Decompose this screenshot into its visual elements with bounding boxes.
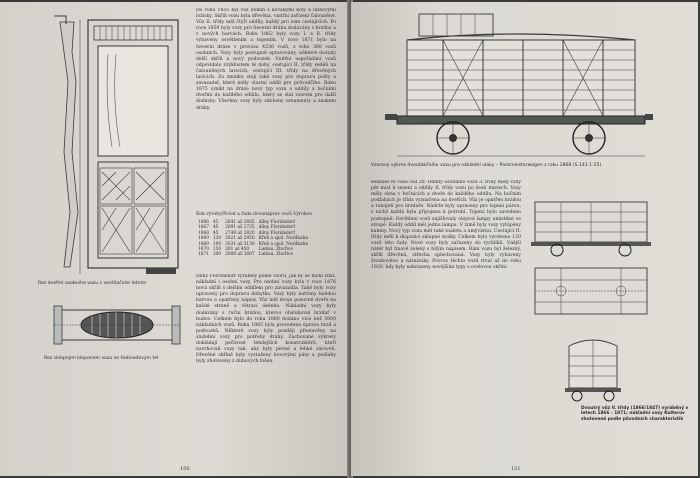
production-table (196, 220, 310, 258)
table-cell: Křeň a spol. Nordbahn (258, 241, 309, 247)
table-cell: Křeň a spol. Nordbahn (258, 236, 309, 242)
table-cell: 150 (212, 247, 222, 253)
table-cell: 3008 až 3607 (225, 252, 255, 258)
table-cell: 301 až 450 (225, 247, 250, 253)
right-text-column: sedadel ve voze čísl 28. Oddíly osobního vozu 3. třídy měly vždy pět míst k sezení a oddíly II. třídy vozu po šesti místech. Vozy měly okna v bočnicích a dveře do každého oddílu. Na bočním podlahách je třída vyznačena na dveřích. Vůz je opatřen brzdou a rukojetí pro brzdaře. Nádrže byly upraveny pro topení párou, z nichž každá byla připojena k potrubí. Topení bylo zavedeno postupně. Osvětlení vozů zajišťovaly olejové lampy umístěné ve stropě. Každý oddíl měl jednu lampu. V zimě byly vozy vytápěny kamny. Nový typ vozu měl také toaletu a umývárnu. Cestující II. třídy měli k dispozici sklopné stolky. Celkem bylo vyrobeno 120 vozů této řady. Nové vozy byly zařazeny do rychlíků. Vnější nátěr byl tmavě zelený s bílým nápisem. Rám vozu byl železný, skříň dřevěná, střecha oplechovaná. Vozy byly vybaveny šroubovkou a nárazníky. Provoz těchto vozů trval až do roku 1920, kdy byly nahrazeny novějšími typy s ocelovou skříní. (371, 180, 521, 271)
table-cell: dílny Floridsdorf (258, 230, 295, 236)
table-cell: 45 (212, 225, 219, 231)
table-cell: 1871 (198, 252, 209, 258)
freight-wagon-drawing (383, 10, 653, 160)
table-cell: 2691 až 2735 (225, 225, 255, 231)
table-cell: 1869 (198, 236, 209, 242)
wagon-end-view-drawing (563, 332, 623, 404)
table-cell: 45 (212, 230, 219, 236)
table-cell: 100 (212, 241, 222, 247)
table-cell: Liebau, Zbořice (258, 247, 293, 253)
table-cell: 130 (212, 236, 222, 242)
table-cell: dílny Floridsdorf (258, 220, 295, 225)
table-row (196, 236, 310, 241)
left-page (0, 2, 349, 476)
table-cell: 1870 (198, 247, 209, 253)
caption-seat-drawing: Rez sklopným kleponem vozu se šedivodovým tel (44, 356, 159, 361)
table-cell: 3031 až 3130 (225, 241, 255, 247)
right-page (351, 2, 698, 476)
right-page-number: 151 (511, 466, 521, 472)
table-row (196, 252, 310, 257)
table-cell: 45 (212, 220, 219, 225)
caption-top-drawing: Vzorový výkres dvoutakčního vozu pro nákladní vlaky – Packmeisterwagen z roku 1868 (S.143 1:25) (371, 163, 602, 168)
wagon-plan-drawing (531, 264, 651, 324)
table-cell: 2821 až 2950 (225, 236, 255, 242)
left-text-column-top: Do roku 1855 byl vůz dodán s kovanými koly a litinovými ložisky. Skříň vozu byla dřevěná, vnitřní zařízení čalouněné. Vůz II. třídy měl čtyři oddíly, každý pro osm cestujících. Po roce 1859 byly vozy pro Severní dráhu dodávány s brzdou a v nových barvách. Roku 1862 byly vozy I. a II. třídy vybaveny osvětlením a topením. V roce 1871 bylo na Severní dráze v provozu 4236 vozů, z toho 360 vozů osobních. Vozy byly postupně upravovány, některé dostaly delší skříň a nový podvozek. Vnitřní uspořádání vozů odpovídalo zvyklostem té doby, cestující II. třídy seděli na čalouněných lavicích, cestující III. třídy na dřevěných lavicích. Za zmínku stojí také vozy pro dopravu pošty a zavazadel, které měly vlastní oddíl pro průvodčího. Roku 1875 vznikl na dráze nový typ vozu s oddíly a bočními dveřmi do každého oddílu, který se stal vzorem pro další dodávky. Všechny vozy byly zdobeny ornamenty a znakem dráhy. (196, 8, 336, 111)
caption-side-drawings: Dvoutrý vůz V. třídy (1866/1847) vyráběný v letech 1866 - 1871; nákladní vozy Kulterov zhotovené podle původních charakteristik (581, 406, 689, 422)
table-cell: 1868 (198, 230, 209, 236)
caption-door-drawing: Rez dvefmi osobniho vozu s ventilačním letním (38, 281, 147, 286)
table-cell: 2749 až 2820 (225, 230, 255, 236)
door-cross-section-drawing (50, 12, 185, 282)
wagon-side-elevation-drawing (531, 198, 651, 258)
table-header: Rok výroby/Počet a řada dvounáprav vozů Výrobce (196, 212, 312, 217)
seat-cross-section-drawing (52, 298, 182, 353)
table-cell: 1869 (198, 241, 209, 247)
table-cell: 1867 (198, 225, 209, 231)
table-cell: Liebau, Zbořice (258, 252, 293, 258)
table-cell: 200 (212, 252, 222, 258)
table-cell: dílny Floridsdorf (258, 225, 295, 231)
left-page-number: 150 (180, 466, 190, 472)
table-cell: 2641 až 2685 (225, 220, 255, 225)
table-cell: 1866 (198, 220, 209, 225)
left-text-column-bottom: Dílny Floridsdorf vyráběly podle vzoru, jak by se mohl zdát, nákladní i osobní vozy. Pro osobní vozy byla v roce 1876 nová skříň s delším oddílem pro zavazadla. Také byly vozy upraveny pro dopravu dobytka. Vozy byly natřeny hnědou barvou a opatřeny nápisy. Vůz měl dvoje posuvné dveře na každé straně a větrací okénka. Nákladní vozy byly dodávány s ruční brzdou, kterou obsluhoval brzdař v budce. Celkem bylo do roku 1880 dodáno více než 3000 nákladních vozů. Roku 1885 byla provedena úprava brzd a podvozků. Některé vozy byly později přestavěny na služební vozy pro potřeby dráhy. Zachované výkresy dokládají pečlivost tehdejších konstruktérů, kteří navrhovali vozy tak, aby byly pevné a lehké zároveň. Dřevěné skříně byly vyztuženy kovovými pásy a podlahy byly zhotoveny z dubových fošen. (196, 274, 336, 365)
